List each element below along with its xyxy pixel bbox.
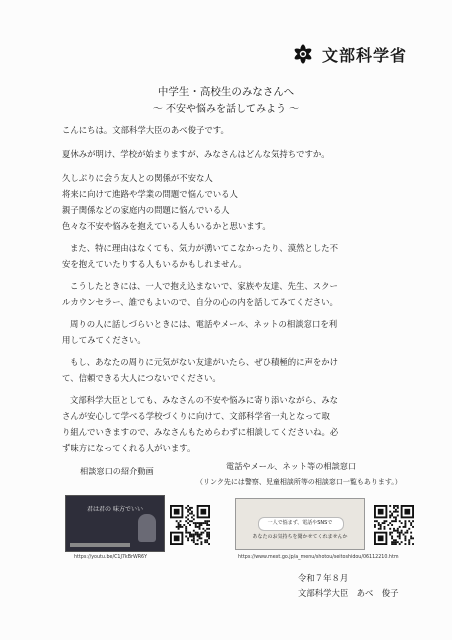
paragraph-line: さんが安心して学べる学校づくりに向けて、文部科学省一丸となって取 [62, 411, 330, 421]
paragraph-minister-message [62, 392, 394, 456]
contact-qr-code[interactable] [374, 505, 414, 545]
paragraph-line: 文部科学大臣としても、みなさんの不安や悩みに寄り添いながら、みな [70, 395, 338, 405]
paragraph-line: 色々な不安や悩みを抱えている人もいるかと思います。 [62, 221, 271, 231]
paragraph-line: ず味方になってくれる人がいます。 [62, 443, 196, 453]
video-section-label: 相談窓口の紹介動画 [80, 466, 154, 476]
contact-url[interactable]: https://www.mext.go.jp/a_menu/shotou/seitoshidou/06112210.htm [238, 555, 399, 560]
paragraph-worries-list [62, 170, 394, 234]
paragraph-line: 将来に向けて進路や学業の問題で悩んでいる人 [62, 189, 238, 199]
paragraph-line: こうしたときには、一人で抱え込まないで、家族や友達、先生、スクー [70, 281, 338, 291]
ministry-logo [290, 40, 415, 68]
paragraph-line: 周りの人に話しづらいときには、電話やメール、ネットの相談窓口を利 [70, 319, 338, 329]
paragraph-line: 久しぶりに会う友人との関係が不安な人 [62, 173, 213, 183]
page-subtitle: ～ 不安や悩みを話してみよう ～ [152, 104, 300, 115]
contact-banner[interactable] [235, 498, 365, 550]
paragraph-line: ルカウンセラー、誰でもよいので、自分の心の内を話してみてください。 [62, 297, 338, 307]
signature-name: 文部科学大臣 あべ 俊子 [298, 588, 399, 598]
video-caption: 君は君の 味方でいい [87, 506, 143, 513]
contact-note: （リンク先には警察、児童相談所等の相談窓口一覧もあります。） [196, 478, 402, 486]
paragraph-intro [62, 146, 394, 162]
video-thumbnail[interactable] [65, 495, 165, 552]
paragraph-line: り組んでいきますので、みなさんもためらわずに相談してくださいね。必 [62, 427, 339, 437]
paragraph-line: 安を抱えていたりする人もいるかもしれません。 [62, 259, 247, 269]
paragraph-line: 用してみてください。 [62, 335, 146, 345]
banner-decoration [236, 505, 364, 511]
page-title: 中学生・高校生のみなさんへ [157, 86, 295, 98]
paragraph-line: こんにちは。文部科学大臣のあべ俊子です。 [62, 125, 229, 135]
video-qr-code[interactable] [170, 505, 210, 545]
paragraph-talk-to-someone [62, 278, 394, 310]
video-url[interactable]: https://youtu.be/C1J7kBrWR6Y [74, 555, 148, 560]
mext-emblem-icon [290, 41, 316, 67]
paragraph-line: 親子関係などの家庭内の問題に悩んでいる人 [62, 205, 230, 215]
paragraph-line: もし、あなたの周りに元気がない友達がいたら、ぜひ積極的に声をかけ [70, 357, 338, 367]
paragraph-line: 夏休みが明け、学校が始まりますが、みなさんはどんな気持ちですか。 [62, 149, 330, 159]
paragraph-friends [62, 354, 394, 386]
character-illustration [138, 514, 156, 542]
banner-line-1: 一人で悩まず、電話やSNSで [267, 520, 333, 526]
signature-date: 令和７年８月 [298, 573, 349, 583]
paragraph-line: て、信頼できる大人につないでください。 [62, 373, 221, 383]
video-progress-bar [70, 543, 130, 547]
paragraph-consultation [62, 316, 394, 348]
paragraph-line: また、特に理由はなくても、気力が湧いてこなかったり、漠然とした不 [70, 243, 338, 253]
contact-section-label: 電話やメール、ネット等の相談窓口 [226, 461, 357, 471]
logo-text: 文部科学省 [322, 45, 408, 65]
paragraph-vague-anxiety [62, 240, 394, 272]
banner-line-2: あなたのお気持ちを聞かせてくれませんか [252, 534, 348, 540]
paragraph-greeting [62, 122, 394, 138]
